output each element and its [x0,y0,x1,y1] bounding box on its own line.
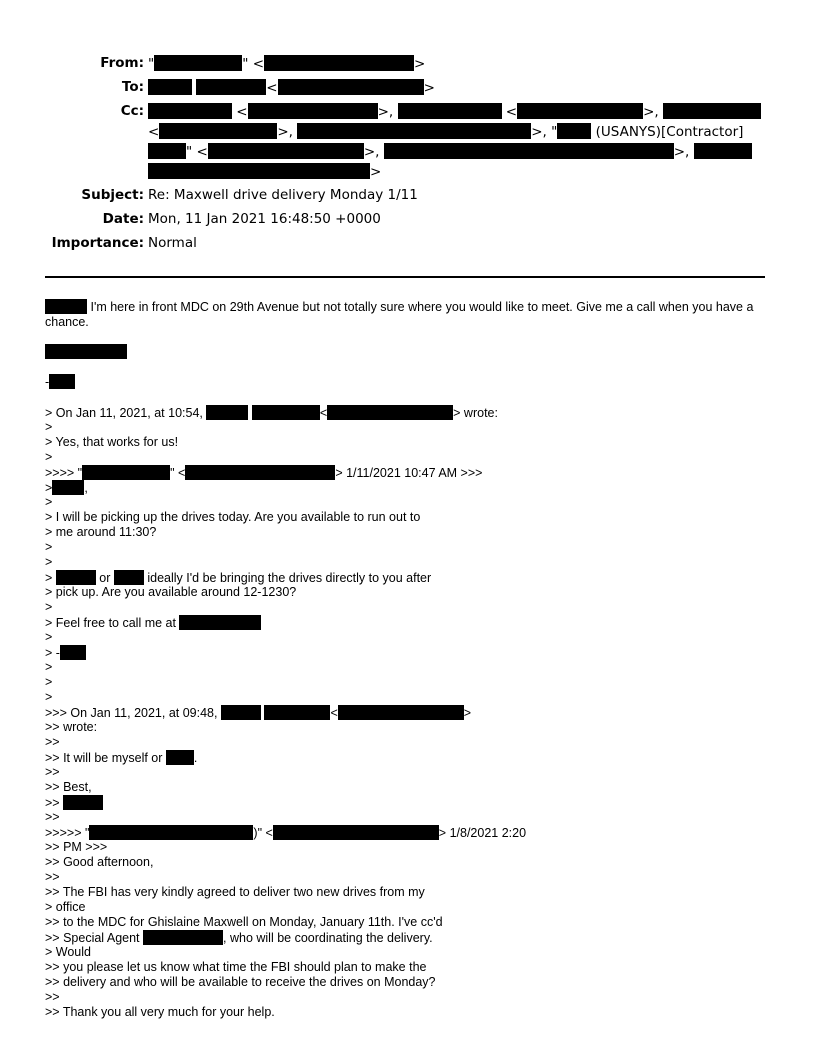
quote-text: > [45,571,53,585]
redaction [221,705,261,720]
redaction [557,123,591,139]
redaction [60,645,86,660]
reply-paragraph [45,299,765,330]
cc-line-4: > [148,163,381,180]
quote-line: > I will be picking up the drives today. Are you available to run out to [45,510,421,524]
quote-line: > [45,630,53,644]
quote-line: >> to the MDC for Ghislaine Maxwell on Monday, January 11th. I've cc'd [45,915,443,929]
cc-line-1: < >, < >, [148,103,761,120]
redaction [338,705,464,720]
quote-text: >> It will be myself or [45,751,163,765]
quote-line: > pick up. Are you available around 12-1230? [45,585,297,599]
redaction [45,344,127,359]
quote-line: > [45,675,53,689]
quote-line [45,930,433,946]
redaction [114,570,144,585]
quote-text: or [99,571,111,585]
redaction [297,123,531,139]
redaction [45,299,87,314]
quote-line: > [45,690,53,704]
quote-text: >>>> " [45,466,83,480]
quote-text: " < [170,466,186,480]
signature-redaction [45,344,127,360]
quote-line [45,795,103,811]
quote-line: >> [45,810,60,824]
redaction [327,405,453,420]
redaction [196,79,266,95]
redaction [264,705,330,720]
redaction [82,465,170,480]
quote-text: > 1/8/2021 2:20 [438,826,527,840]
quote-text: >>>>> " [45,826,90,840]
redaction [148,79,192,95]
quote-text: > - [45,646,60,660]
importance-value: Normal [148,235,197,251]
redaction [52,480,84,495]
redaction [273,825,439,840]
quote-line [45,465,482,481]
quote-line: > [45,420,53,434]
quote-line [45,480,88,496]
quote-line: >>> On Jan 11, 2021, at 09:48, < > [45,706,472,720]
redaction [143,930,223,945]
redaction [63,795,103,810]
redaction [278,79,424,95]
dash-text: - [45,375,50,389]
quote-text: > 1/11/2021 10:47 AM >>> [335,466,483,480]
redaction [248,103,378,119]
quote-line: > me around 11:30? [45,525,157,539]
quote-line: >> Best, [45,780,92,794]
quote-text: > wrote: [453,406,498,420]
quote-line [45,645,86,661]
quote-text: ideally I'd be bringing the drives directly to you after [147,571,432,585]
cc-usanys: (USANYS)[Contractor] [595,124,744,140]
quote-line: >> Thank you all very much for your help. [45,1005,275,1019]
header-divider [45,276,765,278]
quote-line: > [45,555,53,569]
reply-text: I'm here in front MDC on 29th Avenue but not totally sure where you would like to meet. Give me a call when you have a chance. [45,300,754,329]
quote-text: >> [45,796,60,810]
redaction [384,143,674,159]
redaction [89,825,253,840]
quote-line [45,825,526,841]
quote-text: > Feel free to call me at [45,616,176,630]
redaction [264,55,414,71]
quote-line: >> [45,870,60,884]
redaction [208,143,364,159]
importance-label: Importance: [51,235,144,251]
quote-line: > Would [45,945,91,959]
redaction [185,465,335,480]
from-label: From: [100,55,144,71]
redaction [206,405,248,420]
quote-text: >> Special Agent [45,931,140,945]
sign-off [45,374,75,390]
quote-text: > On Jan 11, 2021, at 10:54, [45,406,203,420]
quote-line [45,570,431,586]
cc-line-2: < >, >, " (USANYS)[Contractor] [148,124,744,140]
quote-line: > office [45,900,86,914]
quote-text: )" < [253,826,273,840]
subject-label: Subject: [81,187,144,203]
redaction [663,103,761,119]
quote-line: >> PM >>> [45,840,108,854]
quote-line: > [45,495,53,509]
quote-text: , [84,481,88,495]
redaction [148,163,370,179]
quote-text: , who will be coordinating the delivery. [223,931,433,945]
quote-line: > [45,450,53,464]
cc-line-3: " < >, >, [148,143,752,160]
quote-line [45,750,197,766]
quote-line: >> [45,735,60,749]
redaction [252,405,320,420]
redaction [148,143,186,159]
quote-line: >> Good afternoon, [45,855,154,869]
quote-line [45,615,261,631]
quote-line: >> The FBI has very kindly agreed to deliver two new drives from my [45,885,425,899]
quote-text: >>> On Jan 11, 2021, at 09:48, [45,706,218,720]
from-value: " " < > [148,56,426,72]
redaction [398,103,502,119]
date-label: Date: [102,211,144,227]
to-label: To: [121,79,144,95]
quote-line: >> [45,765,60,779]
redaction [159,123,277,139]
quote-line: >> you please let us know what time the FBI should plan to make the [45,960,427,974]
redaction [148,103,232,119]
quote-line: > [45,540,53,554]
quote-line: > [45,600,53,614]
quote-line: >> wrote: [45,720,98,734]
to-value: < > [148,79,435,96]
quote-line: > Yes, that works for us! [45,435,179,449]
redaction [49,374,75,389]
redaction [694,143,752,159]
redaction [154,55,242,71]
redaction [517,103,643,119]
cc-label: Cc: [120,103,144,119]
quote-line: >> delivery and who will be available to receive the drives on Monday? [45,975,436,989]
quote-text: > [45,481,53,495]
quote-line: > [45,660,53,674]
redaction [166,750,194,765]
subject-value: Re: Maxwell drive delivery Monday 1/11 [148,187,418,203]
redaction [56,570,96,585]
date-value: Mon, 11 Jan 2021 16:48:50 +0000 [148,211,381,227]
redaction [179,615,261,630]
quote-line: > On Jan 11, 2021, at 10:54, < > wrote: [45,406,498,420]
quote-line: >> [45,990,60,1004]
quote-text: > [463,706,472,720]
quote-text: . [193,751,198,765]
